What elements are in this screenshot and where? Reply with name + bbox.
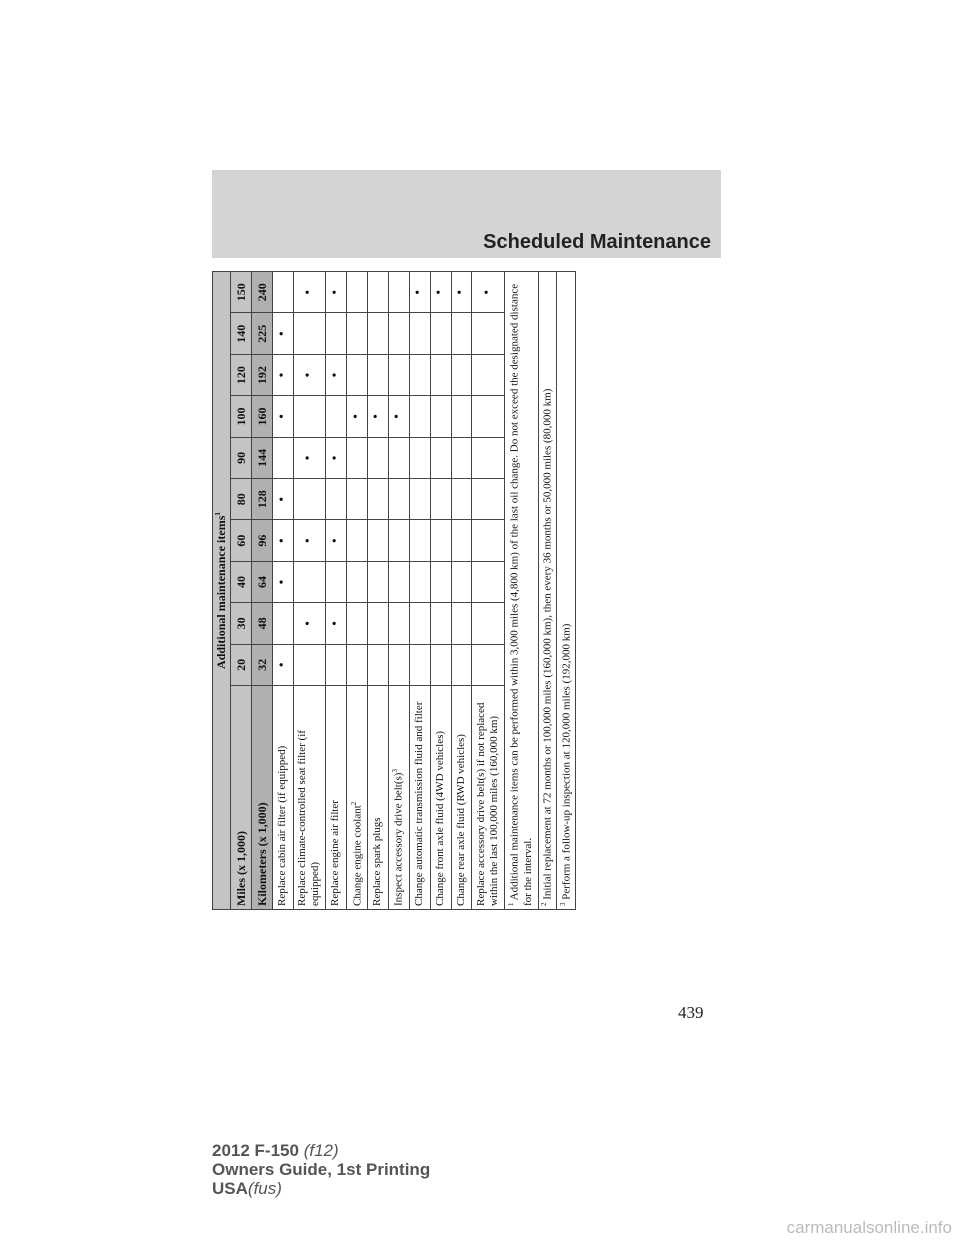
interval-empty [367, 520, 388, 561]
km-value: 128 [252, 479, 273, 520]
interval-empty [472, 479, 504, 520]
interval-empty [346, 644, 367, 685]
table-row [293, 272, 325, 910]
section-header-band [212, 170, 721, 258]
footer-market-code: (fus) [247, 1179, 282, 1198]
interval-empty [472, 644, 504, 685]
item-label-text: Replace spark plugs [371, 817, 384, 906]
interval-empty [430, 644, 451, 685]
item-label-text: Replace engine air filter [329, 800, 342, 906]
item-label-text: Replace climate-controlled seat filter (if equipped) [296, 730, 322, 906]
footnote-number: 2 [540, 902, 549, 906]
km-value: 64 [252, 561, 273, 602]
km-row [252, 272, 273, 910]
interval-empty [388, 479, 409, 520]
footnote-number: 1 [507, 902, 516, 906]
interval-dot: • [430, 272, 451, 313]
miles-row [231, 272, 252, 910]
interval-empty [346, 272, 367, 313]
watermark: carmanualsonline.info [786, 1218, 952, 1237]
interval-dot: • [326, 437, 347, 478]
footnote-text: Initial replacement at 72 months or 100,000 miles (160,000 km), then every 36 months or 50,000 miles (80,000 km) [541, 388, 554, 900]
table-row [430, 272, 451, 910]
footer-edition: Owners Guide, 1st Printing [212, 1160, 431, 1179]
interval-empty [326, 561, 347, 602]
km-value: 160 [252, 396, 273, 437]
interval-empty [409, 354, 430, 395]
interval-empty [388, 437, 409, 478]
interval-empty [451, 603, 472, 644]
interval-empty [346, 437, 367, 478]
table-row [367, 272, 388, 910]
maintenance-table-rotated [212, 272, 576, 910]
interval-empty [346, 313, 367, 354]
table-row [451, 272, 472, 910]
interval-empty [409, 520, 430, 561]
item-label [367, 686, 388, 910]
interval-empty [409, 437, 430, 478]
footnote-row [557, 272, 576, 910]
interval-empty [367, 561, 388, 602]
interval-empty [430, 479, 451, 520]
interval-empty [451, 479, 472, 520]
interval-empty [326, 313, 347, 354]
km-value: 32 [252, 644, 273, 685]
interval-dot: • [273, 479, 294, 520]
interval-empty [451, 396, 472, 437]
footnote-row [504, 272, 538, 910]
interval-dot: • [293, 520, 325, 561]
miles-value: 80 [231, 479, 252, 520]
interval-dot: • [273, 354, 294, 395]
footnote [504, 272, 538, 910]
interval-empty [472, 603, 504, 644]
interval-empty [293, 313, 325, 354]
interval-empty [293, 396, 325, 437]
footnote-number: 3 [558, 902, 567, 906]
interval-empty [472, 354, 504, 395]
footnote [538, 272, 557, 910]
interval-empty [388, 313, 409, 354]
miles-value: 100 [231, 396, 252, 437]
footer-model-code: (f12) [303, 1141, 339, 1160]
interval-empty [409, 603, 430, 644]
item-label [430, 686, 451, 910]
interval-empty [326, 479, 347, 520]
item-label-text: Change rear axle fluid (RWD vehicles) [454, 734, 467, 906]
interval-dot: • [293, 354, 325, 395]
interval-empty [346, 561, 367, 602]
table-row [409, 272, 430, 910]
item-footnote-ref: 3 [391, 769, 400, 773]
km-value: 144 [252, 437, 273, 478]
item-label-text: Change automatic transmission fluid and filter [413, 701, 426, 906]
item-label-text: Inspect accessory drive belt(s) [392, 772, 405, 906]
miles-value: 120 [231, 354, 252, 395]
interval-dot: • [273, 644, 294, 685]
interval-dot: • [326, 354, 347, 395]
interval-empty [409, 313, 430, 354]
interval-empty [472, 561, 504, 602]
interval-dot: • [451, 272, 472, 313]
table-row [472, 272, 504, 910]
interval-empty [409, 644, 430, 685]
interval-empty [326, 644, 347, 685]
interval-empty [430, 396, 451, 437]
interval-empty [451, 561, 472, 602]
interval-dot: • [326, 520, 347, 561]
interval-dot: • [273, 561, 294, 602]
item-label-text: Change front axle fluid (4WD vehicles) [433, 730, 446, 906]
interval-empty [472, 313, 504, 354]
interval-empty [388, 354, 409, 395]
interval-empty [367, 644, 388, 685]
miles-value: 140 [231, 313, 252, 354]
km-value: 225 [252, 313, 273, 354]
print-footer [212, 1141, 430, 1198]
interval-dot: • [326, 603, 347, 644]
interval-empty [346, 354, 367, 395]
footnote [557, 272, 576, 910]
interval-empty [346, 520, 367, 561]
interval-empty [367, 603, 388, 644]
interval-empty [472, 437, 504, 478]
km-label: Kilometers (x 1,000) [252, 686, 273, 910]
interval-empty [346, 603, 367, 644]
page-number: 439 [678, 1003, 704, 1022]
item-label [388, 686, 409, 910]
interval-empty [326, 396, 347, 437]
interval-empty [367, 313, 388, 354]
interval-empty [472, 396, 504, 437]
interval-empty [430, 603, 451, 644]
interval-empty [346, 479, 367, 520]
interval-dot: • [293, 603, 325, 644]
interval-empty [451, 354, 472, 395]
interval-dot: • [388, 396, 409, 437]
interval-empty [451, 313, 472, 354]
miles-value: 20 [231, 644, 252, 685]
footer-model: 2012 F-150 [212, 1141, 299, 1160]
interval-empty [273, 603, 294, 644]
table-row [273, 272, 294, 910]
interval-empty [451, 644, 472, 685]
interval-dot: • [293, 437, 325, 478]
interval-empty [451, 520, 472, 561]
interval-empty [273, 437, 294, 478]
table-row [346, 272, 367, 910]
miles-value: 40 [231, 561, 252, 602]
interval-dot: • [273, 520, 294, 561]
item-label [346, 686, 367, 910]
footer-market: USA [212, 1179, 248, 1198]
miles-label: Miles (x 1,000) [231, 686, 252, 910]
interval-empty [367, 437, 388, 478]
km-value: 48 [252, 603, 273, 644]
item-label-text: Change engine coolant [351, 805, 364, 906]
section-title: Scheduled Maintenance [483, 231, 711, 253]
interval-dot: • [367, 396, 388, 437]
interval-dot: • [326, 272, 347, 313]
item-label [273, 686, 294, 910]
table-row [388, 272, 409, 910]
item-label [451, 686, 472, 910]
interval-empty [451, 437, 472, 478]
interval-empty [409, 479, 430, 520]
miles-value: 30 [231, 603, 252, 644]
maintenance-table-wrapper [212, 272, 576, 910]
table-body [231, 272, 576, 910]
interval-empty [388, 561, 409, 602]
item-label-text: Replace accessory drive belt(s) if not replaced within the last 100,000 miles (160,000 km) [474, 702, 500, 906]
interval-empty [273, 272, 294, 313]
km-value: 192 [252, 354, 273, 395]
item-label-text: Replace cabin air filter (if equipped) [276, 745, 289, 906]
interval-empty [388, 644, 409, 685]
miles-value: 90 [231, 437, 252, 478]
interval-empty [409, 561, 430, 602]
item-label [472, 686, 504, 910]
footnote-row [538, 272, 557, 910]
interval-empty [388, 272, 409, 313]
interval-dot: • [409, 272, 430, 313]
interval-empty [430, 561, 451, 602]
interval-empty [367, 479, 388, 520]
interval-empty [293, 479, 325, 520]
km-value: 240 [252, 272, 273, 313]
item-label [326, 686, 347, 910]
interval-empty [367, 354, 388, 395]
km-value: 96 [252, 520, 273, 561]
item-label [293, 686, 325, 910]
interval-empty [430, 437, 451, 478]
interval-empty [367, 272, 388, 313]
interval-empty [430, 520, 451, 561]
interval-empty [388, 603, 409, 644]
interval-dot: • [293, 272, 325, 313]
miles-value: 60 [231, 520, 252, 561]
interval-dot: • [346, 396, 367, 437]
interval-empty [293, 644, 325, 685]
table-row [326, 272, 347, 910]
interval-dot: • [273, 396, 294, 437]
footnote-text: Perform a follow-up inspection at 120,000 miles (192,000 km) [560, 623, 573, 900]
interval-empty [472, 520, 504, 561]
maintenance-table [212, 271, 576, 910]
interval-empty [388, 520, 409, 561]
item-footnote-ref: 2 [349, 801, 358, 806]
interval-dot: • [472, 272, 504, 313]
interval-empty [409, 396, 430, 437]
footnote-text: Additional maintenance items can be performed within 3,000 miles (4,800 km) of the last oil change. Do not exceed the designated distance for the interval. [508, 283, 534, 906]
interval-dot: • [273, 313, 294, 354]
interval-empty [430, 313, 451, 354]
miles-value: 150 [231, 272, 252, 313]
item-label [409, 686, 430, 910]
table-title: Additional maintenance items$^1$ [213, 272, 231, 910]
interval-empty [430, 354, 451, 395]
interval-empty [293, 561, 325, 602]
